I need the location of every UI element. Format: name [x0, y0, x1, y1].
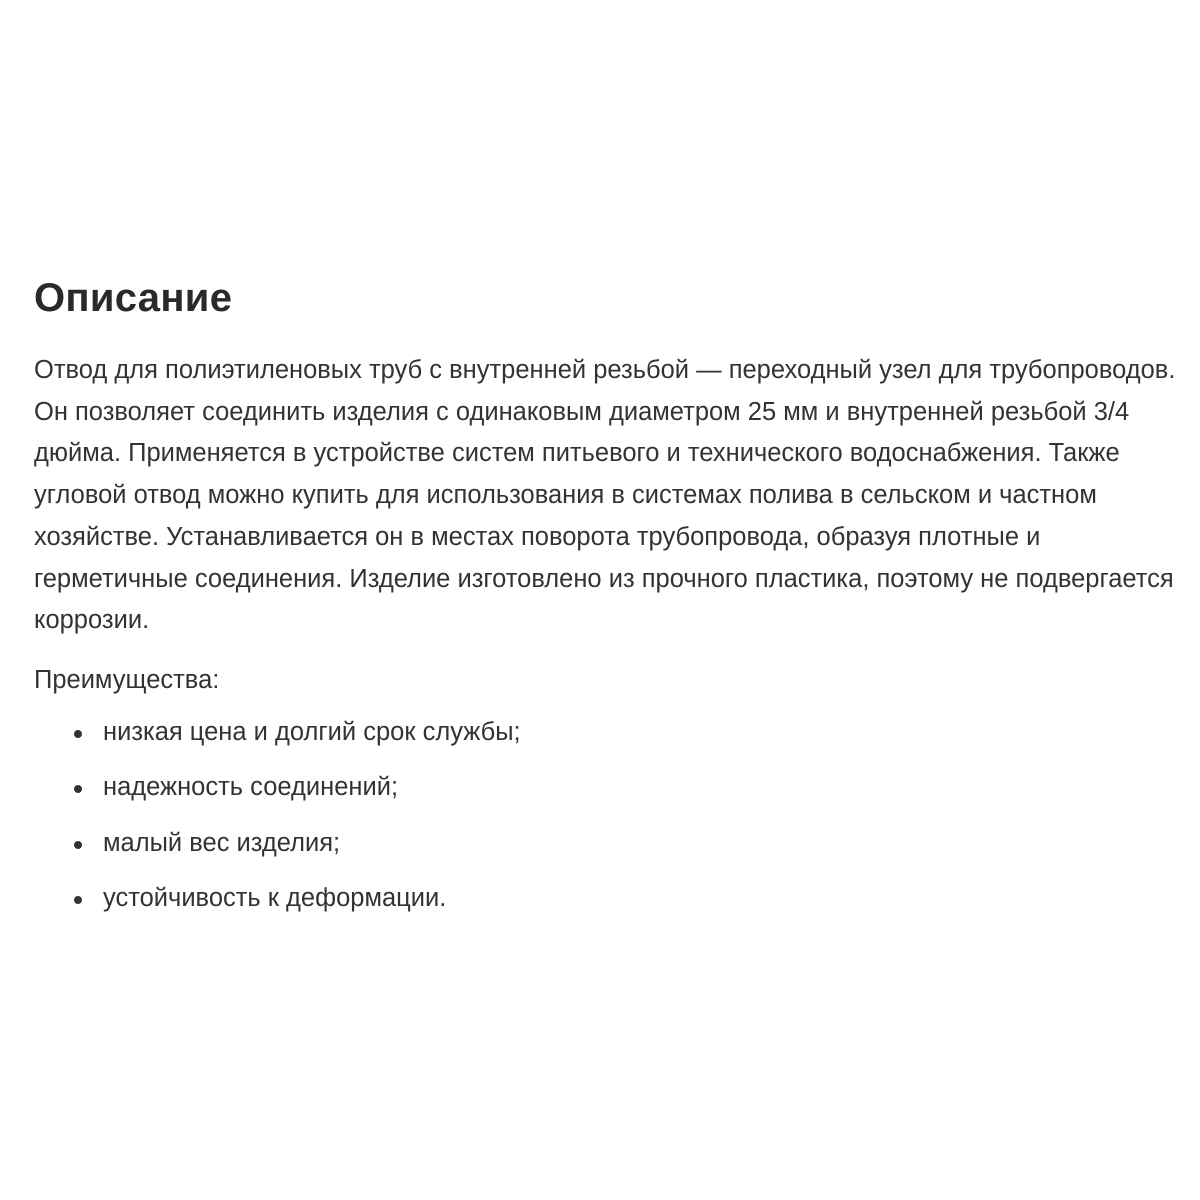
bullet-icon	[74, 896, 82, 904]
bullet-icon	[74, 730, 82, 738]
bullet-icon	[74, 841, 82, 849]
section-title: Описание	[34, 276, 233, 320]
list-item	[34, 823, 1194, 865]
list-item-text: малый вес изделия;	[103, 828, 341, 857]
list-item-text: устойчивость к деформации.	[103, 884, 447, 913]
list-item-text: надежность соединений;	[103, 773, 399, 802]
description-section	[34, 272, 1194, 934]
advantages-label: Преимущества:	[34, 665, 220, 694]
bullet-icon	[74, 785, 82, 793]
description-text: Отвод для полиэтиленовых труб с внутренней резьбой — переходный узел для трубопроводов. Он позволяет соединить изделия с одинаковым диаметром 25 мм и внутренней резьбой 3/4 дюйма. Применяется в устройстве систем питьевого и технического водоснабжения. Также угловой отвод можно купить для использования в системах полива в сельском и частном хозяйстве. Устанавливается он в местах поворота трубопровода, образуя плотные и герметичные соединения. Изделие изготовлено из прочного пластика, поэтому не подвергается коррозии.	[34, 356, 1176, 635]
list-item	[34, 767, 1194, 809]
list-item	[34, 878, 1194, 920]
list-item-text: низкая цена и долгий срок службы;	[103, 717, 521, 746]
list-item	[34, 712, 1194, 754]
advantages-list	[34, 712, 1194, 920]
